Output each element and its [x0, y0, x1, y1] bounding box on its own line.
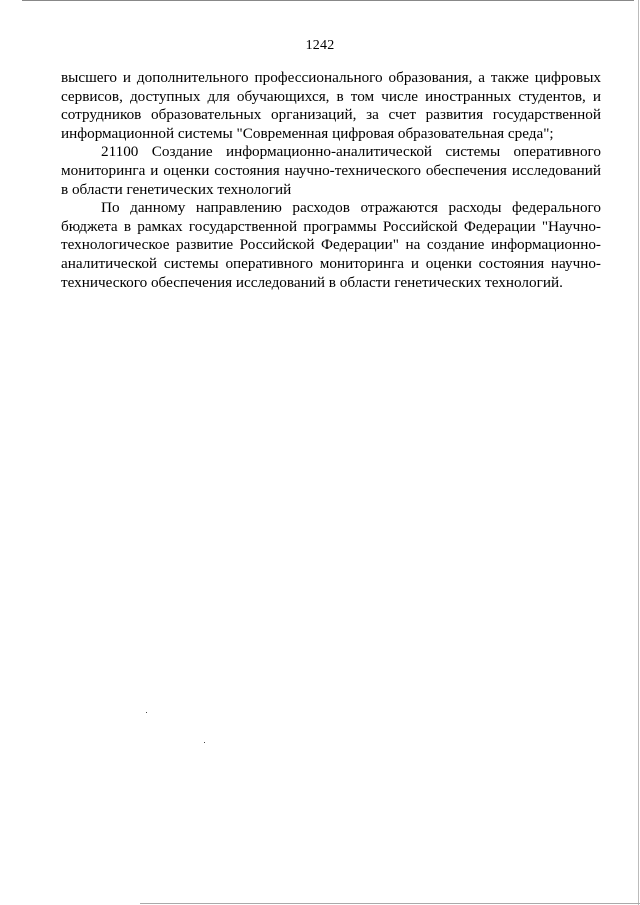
scan-right-edge	[638, 0, 639, 905]
document-body	[61, 69, 601, 292]
scan-top-edge	[22, 0, 634, 1]
page-number: 1242	[305, 38, 335, 53]
scan-speck	[146, 712, 147, 713]
scan-speck	[204, 742, 205, 743]
paragraph-expense-description: По данному направлению расходов отражаются расходы федерального бюджета в рамках государственной программы Российской Федерации "Научно-технологическое развитие Российской Федерации" на создание информационно-аналитической системы оперативного мониторинга и оценки состояния научно-технического обеспечения исследований в области генетических технологий.	[61, 199, 601, 291]
scan-bottom-edge	[140, 903, 640, 904]
paragraph-section-heading: 21100 Создание информационно-аналитической системы оперативного мониторинга и оценки состояния научно-технического обеспечения исследований в области генетических технологий	[61, 143, 601, 198]
paragraph-continuation: высшего и дополнительного профессионального образования, а также цифровых сервисов, доступных для обучающихся, в том числе иностранных студентов, и сотрудников образовательных организаций, за счет развития государственной информационной системы "Современная цифровая образовательная среда";	[61, 69, 601, 142]
